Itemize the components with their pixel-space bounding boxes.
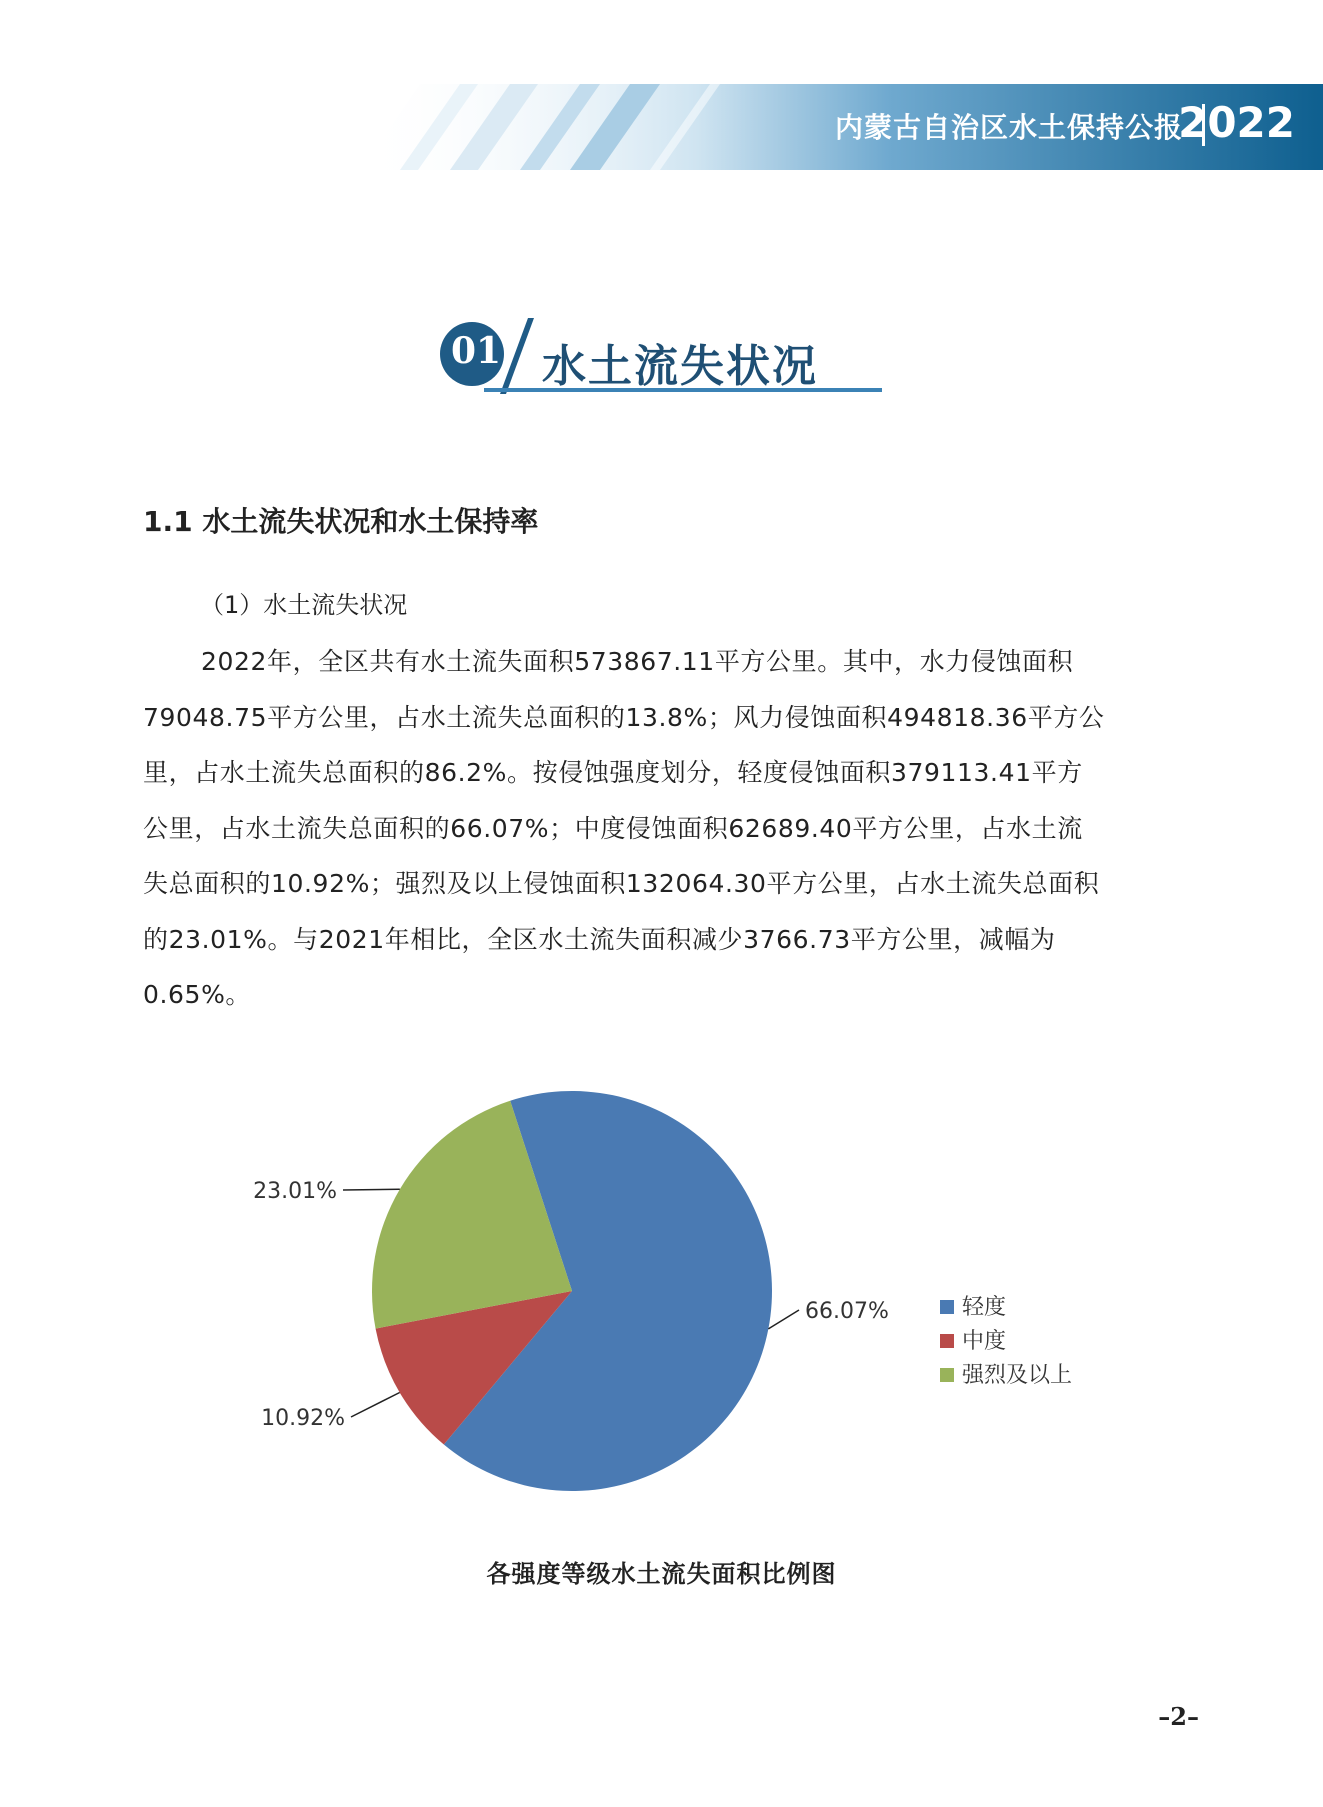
section-heading	[436, 318, 886, 394]
paragraph-line: 的23.01%。与2021年相比，全区水土流失面积减少3766.73平方公里，减幅为	[143, 924, 1056, 954]
chart-caption: 各强度等级水土流失面积比例图	[486, 1560, 837, 1588]
body-paragraph	[143, 634, 1183, 1023]
legend-label-2: 中度	[962, 1329, 1007, 1354]
paragraph-line: 失总面积的10.92%；强烈及以上侵蚀面积132064.30平方公里，占水土流失总面积	[143, 869, 1100, 898]
pie-chart	[0, 1050, 1323, 1570]
legend-swatch-3	[940, 1368, 954, 1382]
legend-swatch-2	[940, 1334, 954, 1348]
leader-line-3	[343, 1189, 400, 1190]
slice-label-2: 10.92%	[261, 1406, 345, 1431]
subsection-heading: 1.1 水土流失状况和水土保持率	[143, 505, 539, 538]
paragraph-line: 公里，占水土流失总面积的66.07%；中度侵蚀面积62689.40平方公里，占水土流	[143, 813, 1083, 843]
legend-label-3: 强烈及以上	[962, 1363, 1073, 1388]
section-title: 水土流失状况	[542, 341, 818, 392]
slash-decoration	[498, 318, 538, 394]
paragraph-line: 79048.75平方公里，占水土流失总面积的13.8%；风力侵蚀面积494818.36平方公	[143, 702, 1105, 732]
paragraph-line: 2022年，全区共有水土流失面积573867.11平方公里。其中，水力侵蚀面积	[201, 647, 1074, 676]
header-banner	[360, 84, 1323, 170]
report-title: 内蒙古自治区水土保持公报	[834, 111, 1183, 144]
item-heading: （1）水土流失状况	[200, 591, 408, 619]
legend-label-1: 轻度	[962, 1295, 1007, 1320]
legend-swatch-1	[940, 1300, 954, 1314]
paragraph-line: 0.65%。	[143, 980, 252, 1009]
section-number: 01	[450, 330, 502, 372]
leader-line-2	[351, 1392, 400, 1417]
paragraph-line: 里，占水土流失总面积的86.2%。按侵蚀强度划分，轻度侵蚀面积379113.41平方	[143, 758, 1083, 787]
slice-label-3: 23.01%	[253, 1179, 337, 1204]
leader-line-1	[768, 1310, 799, 1329]
slice-label-1: 66.07%	[805, 1299, 889, 1324]
page-number: –2–	[1158, 1702, 1199, 1731]
report-year: 2022	[1178, 98, 1295, 147]
